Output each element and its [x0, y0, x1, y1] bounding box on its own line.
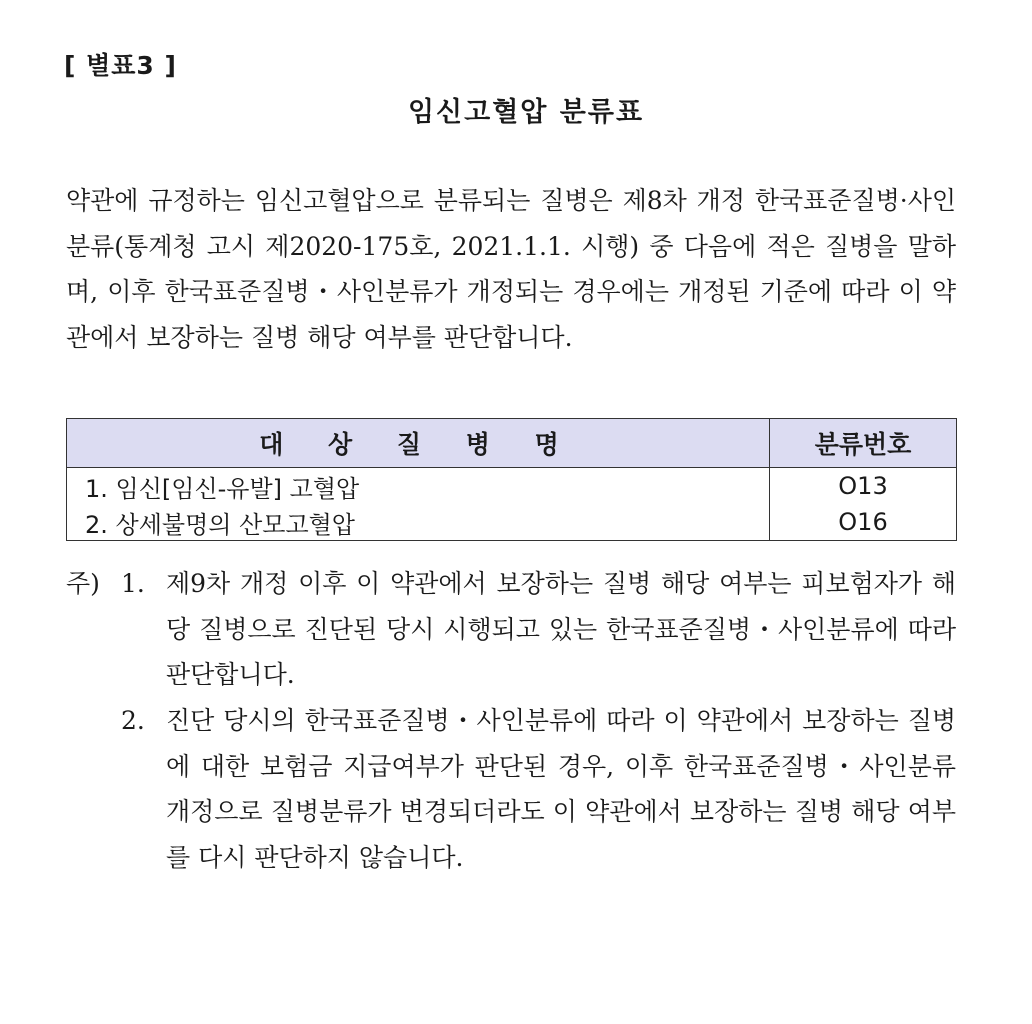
note-text: 제9차 개정 이후 이 약관에서 보장하는 질병 해당 여부는 피보험자가 해당 질병으로 진단된 당시 시행되고 있는 한국표준질병・사인분류에 따라 판단합니다.	[166, 569, 956, 689]
note-number: 1.	[121, 569, 145, 598]
page-title: 임신고혈압 분류표	[407, 97, 645, 128]
note-text: 진단 당시의 한국표준질병・사인분류에 따라 이 약관에서 보장하는 질병에 대한 보험금 지급여부가 판단된 경우, 이후 한국표준질병・사인분류 개정으로 질병분류가 변경되더라도 이 약관에서 보장하는 질병 해당 여부를 다시 판단하지 않습니다.	[166, 706, 956, 872]
annex-label: [ 별표3 ]	[64, 51, 177, 80]
header-disease-name: 대 상 질 병 명	[67, 419, 770, 468]
classification-code-cell: O16	[770, 504, 957, 541]
disease-name-cell: 2. 상세불명의 산모고혈압	[67, 504, 770, 541]
intro-paragraph: 약관에 규정하는 임신고혈압으로 분류되는 질병은 제8차 개정 한국표준질병·사인분류(통계청 고시 제2020-175호, 2021.1.1. 시행) 중 다음에 적은 질병을 말하며, 이후 한국표준질병・사인분류가 개정되는 경우에는 개정된 기준에 따라 이 약관에서 보장하는 질병 해당 여부를 판단합니다.	[66, 186, 956, 352]
table-header-row	[67, 419, 957, 468]
classification-table	[66, 418, 957, 541]
table-row	[67, 504, 957, 541]
note-number: 2.	[121, 706, 145, 735]
table-row	[67, 468, 957, 505]
header-classification-code: 분류번호	[770, 419, 957, 468]
notes-label: 주)	[66, 569, 100, 598]
disease-name-cell: 1. 임신[임신-유발] 고혈압	[67, 468, 770, 505]
classification-code-cell: O13	[770, 468, 957, 505]
